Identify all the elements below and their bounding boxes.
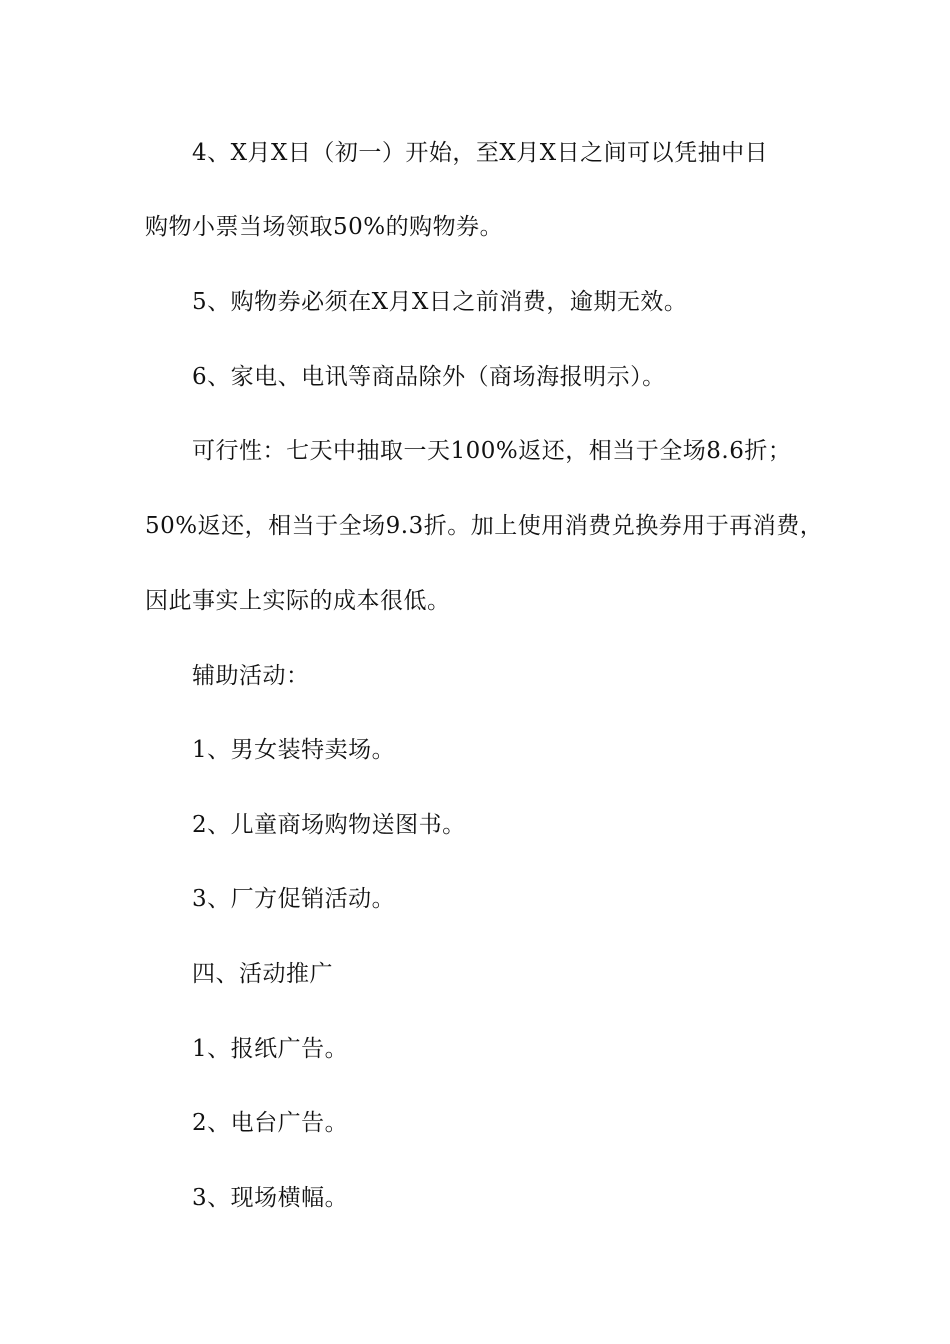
paragraph-line: 可行性：七天中抽取一天100%返还，相当于全场8.6折； [192,438,792,464]
list-item: 1、男女装特卖场。 [192,737,396,763]
paragraph-line: 5、购物券必须在X月X日之前消费，逾期无效。 [192,289,688,315]
paragraph-line: 50%返还，相当于全场9.3折。加上使用消费兑换券用于再消费， [145,513,824,539]
section-heading: 辅助活动： [192,663,310,689]
paragraph-line: 因此事实上实际的成本很低。 [145,588,451,614]
paragraph-line: 购物小票当场领取50%的购物券。 [145,214,504,240]
list-item: 3、现场横幅。 [192,1185,349,1211]
paragraph-line: 6、家电、电讯等商品除外（商场海报明示）。 [192,364,666,390]
list-item: 2、电台广告。 [192,1110,349,1136]
section-heading: 四、活动推广 [192,961,333,987]
list-item: 2、儿童商场购物送图书。 [192,812,466,838]
list-item: 1、报纸广告。 [192,1036,349,1062]
list-item: 3、厂方促销活动。 [192,886,396,912]
paragraph-line: 4、X月X日（初一）开始，至X月X日之间可以凭抽中日 [192,140,769,166]
